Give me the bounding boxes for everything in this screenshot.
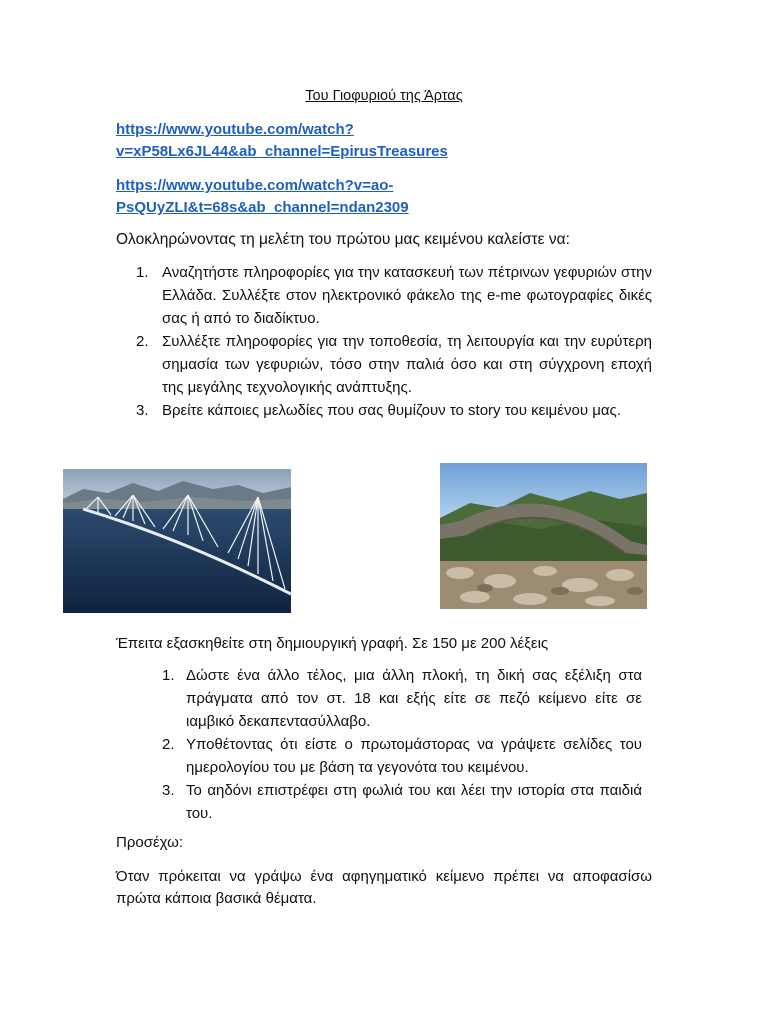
list-number: 3. [162, 782, 175, 799]
list-item [162, 779, 642, 825]
writing-intro-paragraph: Έπειτα εξασκηθείτε στη δημιουργική γραφή. Σε 150 με 200 λέξεις [116, 635, 549, 652]
intro-paragraph: Ολοκληρώνοντας τη μελέτη του πρώτου μας κειμένου καλείστε να: [116, 231, 570, 248]
link-2-line-1[interactable]: https://www.youtube.com/watch?v=ao- [116, 177, 394, 194]
list-item [136, 330, 652, 399]
list-item [162, 664, 642, 733]
list-item-text: Υποθέτοντας ότι είστε ο πρωτομάστορας να γράψετε σελίδες του ημερολογίου του με βάση τα γεγονότα του κειμένου. [186, 736, 642, 776]
link-1-line-2[interactable]: v=xP58Lx6JL44&ab_channel=EpirusTreasures [116, 143, 448, 160]
list-number: 1. [162, 667, 175, 684]
list-item-text: Συλλέξτε πληροφορίες για την τοποθεσία, τη λειτουργία και την ευρύτερη σημασία των γεφυριών, τόσο στην παλιά όσο και στη σύγχρονη εποχή της μεγάλης τεχνολογικής ανάπτυξης. [162, 333, 652, 396]
cable-bridge-photo [63, 469, 291, 613]
list-number: 3. [136, 402, 149, 419]
list-item-text: Δώστε ένα άλλο τέλος, μια άλλη πλοκή, τη δική σας εξέλιξη στα πράγματα από τον στ. 18 και εξής είτε σε πεζό κείμενο είτε σε ιαμβικό δεκαπεντασύλλαβο. [186, 667, 642, 730]
research-task-list [136, 261, 652, 422]
list-item-text: Βρείτε κάποιες μελωδίες που σας θυμίζουν το story του κειμένου μας. [162, 402, 621, 419]
document-title: Του Γιοφυριού της Άρτας [305, 88, 463, 104]
closing-paragraph: Όταν πρόκειται να γράψω ένα αφηγηματικό κείμενο πρέπει να αποφασίσω πρώτα κάποια βασικά θέματα. [116, 868, 652, 907]
youtube-link-2[interactable] [116, 175, 656, 219]
youtube-link-1[interactable] [116, 119, 656, 163]
stone-arch-bridge-photo [440, 463, 647, 609]
attention-label: Προσέχω: [116, 834, 184, 851]
link-1-line-1[interactable]: https://www.youtube.com/watch? [116, 121, 354, 138]
link-2-line-2[interactable]: PsQUyZLI&t=68s&ab_channel=ndan2309 [116, 199, 409, 216]
list-item [136, 261, 652, 330]
list-item-text: Αναζητήστε πληροφορίες για την κατασκευή των πέτρινων γεφυριών στην Ελλάδα. Συλλέξτε στον ηλεκτρονικό φάκελο της e-me φωτογραφίες δικές σας ή από το διαδίκτυο. [162, 264, 652, 327]
list-number: 2. [136, 333, 149, 350]
list-item-text: Το αηδόνι επιστρέφει στη φωλιά του και λέει την ιστορία στα παιδιά του. [186, 782, 642, 822]
writing-task-list [162, 664, 642, 825]
list-number: 1. [136, 264, 149, 281]
list-number: 2. [162, 736, 175, 753]
list-item [162, 733, 642, 779]
list-item [136, 399, 652, 422]
